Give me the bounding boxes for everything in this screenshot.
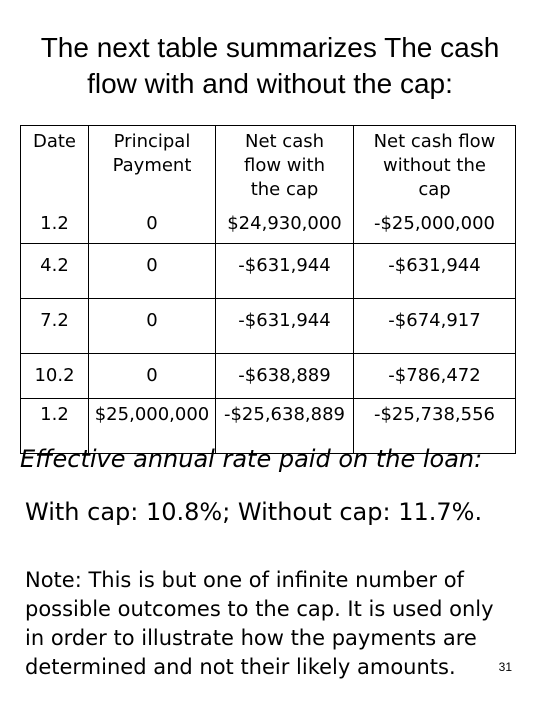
table-cell: 7.2 bbox=[21, 299, 89, 354]
table-cell: -$25,738,556 bbox=[354, 399, 516, 454]
header-line: Payment bbox=[112, 155, 192, 176]
table-cell: 0 bbox=[89, 206, 216, 244]
note-line: Note: This is but one of infinite number of bbox=[25, 568, 464, 592]
rates-summary: With cap: 10.8%; Without cap: 11.7%. bbox=[25, 498, 483, 526]
effective-rate-heading: Effective annual rate paid on the loan: bbox=[20, 445, 483, 473]
header-line: without the bbox=[383, 155, 486, 176]
header-line: cap bbox=[418, 179, 451, 200]
table-cell: $24,930,000 bbox=[216, 206, 354, 244]
table-cell: 0 bbox=[89, 354, 216, 399]
table-row bbox=[21, 206, 516, 244]
header-cell-date bbox=[21, 126, 89, 206]
table-cell: -$631,944 bbox=[354, 244, 516, 299]
table-cell: -$25,000,000 bbox=[354, 206, 516, 244]
header-cell-net-cash-without-cap bbox=[354, 126, 516, 206]
table-cell: -$638,889 bbox=[216, 354, 354, 399]
cash-flow-table bbox=[20, 125, 516, 454]
table-cell: 1.2 bbox=[21, 206, 89, 244]
table-cell: 1.2 bbox=[21, 399, 89, 454]
table-row bbox=[21, 244, 516, 299]
table-cell: $25,000,000 bbox=[89, 399, 216, 454]
table-cell: 10.2 bbox=[21, 354, 89, 399]
page-number: 31 bbox=[498, 660, 512, 674]
table-cell: -$25,638,889 bbox=[216, 399, 354, 454]
header-cell-net-cash-with-cap bbox=[216, 126, 354, 206]
header-line: Net cash bbox=[244, 131, 325, 152]
table-cell: -$674,917 bbox=[354, 299, 516, 354]
header-line: Net cash flow bbox=[373, 131, 496, 152]
header-line: Principal bbox=[113, 131, 191, 152]
table-cell: -$786,472 bbox=[354, 354, 516, 399]
table-cell: 4.2 bbox=[21, 244, 89, 299]
table-row bbox=[21, 354, 516, 399]
table-cell: -$631,944 bbox=[216, 299, 354, 354]
header-line: Date bbox=[32, 131, 77, 152]
note-line: determined and not their likely amounts. bbox=[25, 655, 456, 679]
header-line: the cap bbox=[250, 179, 319, 200]
slide-title-line: The next table summarizes The cash bbox=[40, 32, 500, 63]
table-header-row bbox=[21, 126, 516, 206]
table-cell: 0 bbox=[89, 244, 216, 299]
table-cell: -$631,944 bbox=[216, 244, 354, 299]
note-line: in order to illustrate how the payments are bbox=[25, 626, 477, 650]
table-cell: 0 bbox=[89, 299, 216, 354]
header-line: flow with bbox=[244, 155, 325, 176]
table-row bbox=[21, 299, 516, 354]
note-line: possible outcomes to the cap. It is used only bbox=[25, 597, 494, 621]
slide-title-line: flow with and without the cap: bbox=[87, 68, 453, 99]
note-paragraph bbox=[25, 566, 520, 682]
header-cell-principal-payment bbox=[89, 126, 216, 206]
slide-title bbox=[0, 30, 540, 102]
